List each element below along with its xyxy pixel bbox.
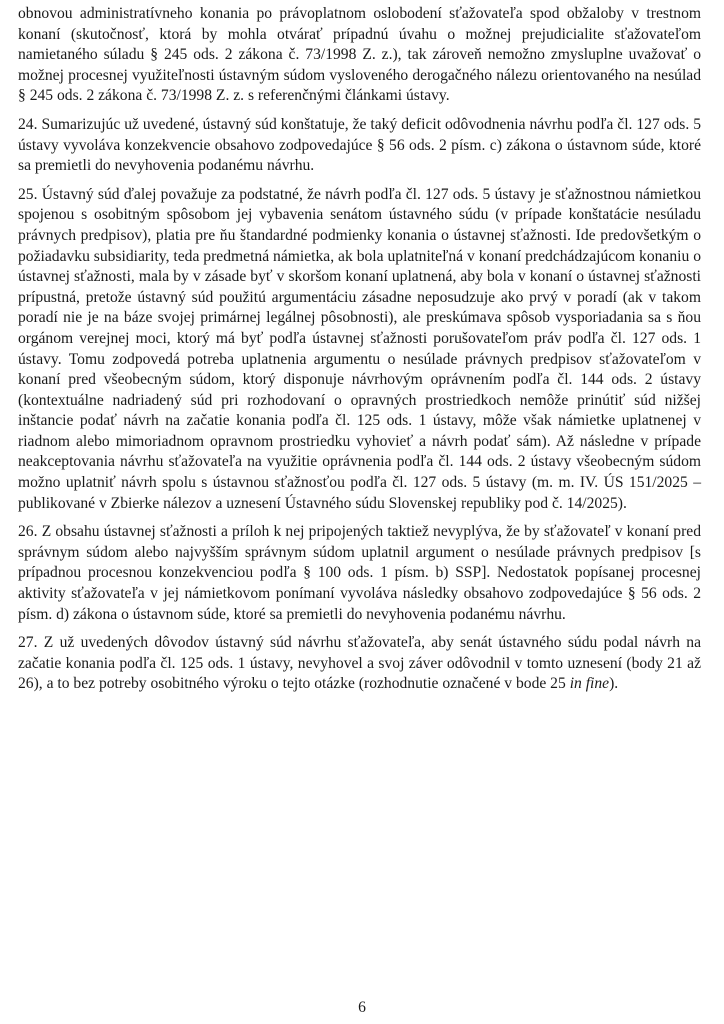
paragraph-number: 25.: [18, 185, 38, 203]
paragraph-26: [18, 522, 701, 625]
paragraph-text: Z obsahu ústavnej sťažnosti a príloh k nej pripojených taktiež nevyplýva, že by sťažovateľ v konaní pred správnym súdom alebo najvyšším správnym súdom uplatnil argument o nesúlade právnych predpisov [s prípadnou procesnou konzekvenciou podľa § 100 ods. 1 písm. b) SSP]. Nedostatok popísanej procesnej aktivity sťažovateľa v jej námietkovom ponímaní vyvoláva následky obsahovo zodpovedajúce § 56 ods. 2 písm. d) zákona o ústavnom súde, ktoré sa premietli do nevyhovenia podanému návrhu.: [18, 523, 701, 623]
paragraph-24: [18, 115, 701, 177]
paragraph-number: 26.: [18, 523, 38, 541]
italic-phrase: in fine: [569, 675, 610, 693]
paragraph-number: 27.: [18, 634, 38, 652]
paragraph-25: [18, 185, 701, 515]
paragraph-text-end: ).: [609, 675, 619, 693]
paragraph-number: 24.: [18, 115, 38, 133]
paragraph-continuation: [18, 4, 701, 107]
paragraph-27: [18, 633, 701, 695]
page-number: 6: [358, 999, 366, 1016]
document-body: [18, 4, 701, 703]
paragraph-text: Ústavný súd ďalej považuje za podstatné, že návrh podľa čl. 127 ods. 5 ústavy je sťažnostnou námietkou spojenou s osobitným spôsobom jej vybavenia senátom ústavného súdu (v prípade konštatácie nesúladu právnych predpisov), platia pre ňu štandardné podmienky konania o ústavnej sťažnosti. Ide predovšetkým o požiadavku subsidiarity, teda predmetná námietka, ak bola uplatniteľná v konaní predchádzajúcom konaniu o ústavnej sťažnosti, mala by v zásade byť v skoršom konaní uplatnená, aby bola v konaní o ústavnej sťažnosti prípustná, pretože ústavný súd použitú argumentáciu zásadne neposudzuje ako prvý v poradí (ak v takom poradí nie je na báze svojej primárnej legálnej pôsobnosti), ale preskúmava spôsob vysporiadania sa s ňou orgánom verejnej moci, ktorý má byť podľa ústavnej sťažnosti porušovateľom práv podľa čl. 127 ods. 1 ústavy. Tomu zodpovedá potreba uplatnenia argumentu o nesúlade právnych predpisov sťažovateľom v konaní pred všeobecným súdom, ktorý disponuje návrhovým oprávnením podľa čl. 144 ods. 2 ústavy (kontextuálne nadriadený súd pri rozhodovaní o opravných prostriedkoch nemôže prinútiť súd nižšej inštancie podať návrh na začatie konania podľa čl. 125 ods. 1 ústavy, môže však námietke uplatnenej v riadnom alebo mimoriadnom opravnom prostriedku vyhovieť a návrh podať sám). Až následne v prípade neakceptovania návrhu sťažovateľa na využitie oprávnenia podľa čl. 144 ods. 2 ústavy všeobecným súdom možno uplatniť návrh spolu s ústavnou sťažnosťou podľa čl. 127 ods. 5 ústavy (m. m. IV. ÚS 151/2025 – publikované v Zbierke nálezov a uznesení Ústavného súdu Slovenskej republiky pod č. 14/2025).: [18, 185, 701, 512]
paragraph-text: Sumarizujúc už uvedené, ústavný súd konštatuje, že taký deficit odôvodnenia návrhu podľa čl. 127 ods. 5 ústavy vyvoláva konzekvencie obsahovo zodpovedajúce § 56 ods. 2 písm. c) zákona o ústavnom súde, ktoré sa premietli do nevyhovenia podanému návrhu.: [18, 115, 701, 175]
paragraph-text: obnovou administratívneho konania po právoplatnom oslobodení sťažovateľa spod obžaloby v trestnom konaní (skutočnosť, ktorá by mohla otvárať prípadnú úvahu o možnej prejudicialite sťažovateľom namietaného súladu § 245 ods. 2 zákona č. 73/1998 Z. z.), tak zároveň nemožno zmysluplne uvažovať o možnej procesnej využiteľnosti ústavným súdom vysloveného derogačného nálezu orientovaného na nesúlad § 245 ods. 2 zákona č. 73/1998 Z. z. s referenčnými článkami ústavy.: [18, 5, 701, 105]
paragraph-text: Z už uvedených dôvodov ústavný súd návrhu sťažovateľa, aby senát ústavného súdu podal návrh na začatie konania podľa čl. 125 ods. 1 ústavy, nevyhovel a svoj záver odôvodnil v tomto uznesení (body 21 až 26), a to bez potreby osobitného výroku o tejto otázke (rozhodnutie označené v bode 25: [18, 634, 701, 693]
